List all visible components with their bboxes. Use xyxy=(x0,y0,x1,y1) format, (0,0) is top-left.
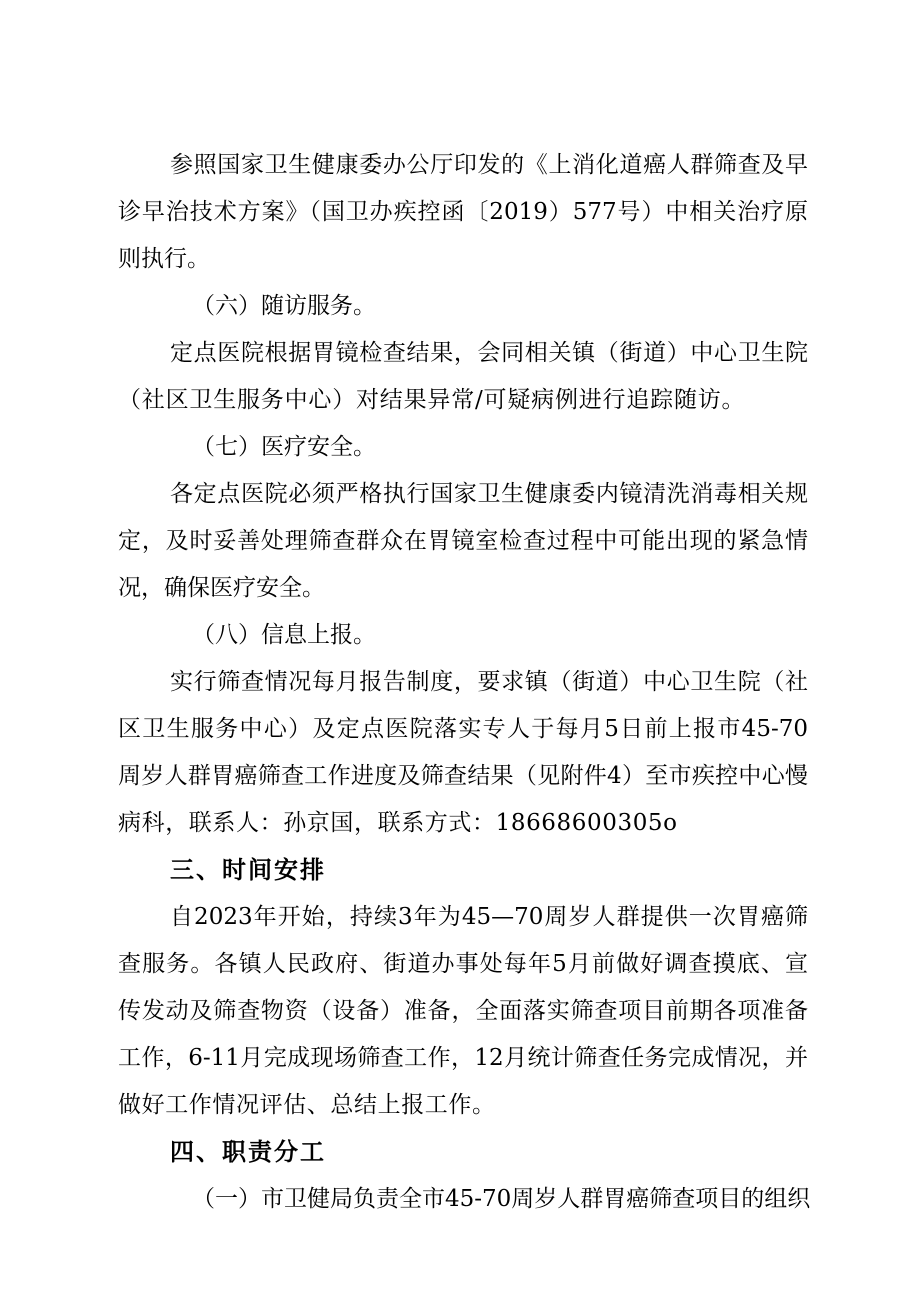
paragraph-line: 则执行。 xyxy=(118,246,210,272)
paragraph-line: 做好工作情况评估、总结上报工作。 xyxy=(118,1092,496,1118)
section-heading: 四、职责分工 xyxy=(170,1138,326,1166)
paragraph-line: 各定点医院必须严格执行国家卫生健康委内镜清洗消毒相关规 xyxy=(170,481,808,507)
paragraph-line: 查服务。各镇人民政府、街道办事处每年5月前做好调查摸底、宣 xyxy=(118,951,808,977)
paragraph-line: 参照国家卫生健康委办公厅印发的《上消化道癌人群筛查及早 xyxy=(170,152,808,178)
paragraph-line: 传发动及筛查物资（设备）准备，全面落实筛查项目前期各项准备 xyxy=(118,998,808,1024)
section-title: （八）信息上报。 xyxy=(192,622,376,648)
section-heading: 三、时间安排 xyxy=(170,856,326,884)
paragraph-line: 定，及时妥善处理筛查群众在胃镜室检查过程中可能出现的紧急情 xyxy=(118,528,808,554)
section-title: （七）医疗安全。 xyxy=(192,434,376,460)
paragraph-line: 工作，6-11月完成现场筛查工作，12月统计筛查任务完成情况，并 xyxy=(118,1045,808,1071)
paragraph-line: 况，确保医疗安全。 xyxy=(118,575,325,601)
paragraph-line: （一）市卫健局负责全市45-70周岁人群胃癌筛查项目的组织 xyxy=(192,1186,811,1212)
section-title: （六）随访服务。 xyxy=(192,293,376,319)
paragraph-line: 自2023年开始，持续3年为45—70周岁人群提供一次胃癌筛 xyxy=(170,904,808,930)
paragraph-line: 实行筛查情况每月报告制度，要求镇（街道）中心卫生院（社 xyxy=(170,669,808,695)
paragraph-line: 病科，联系人：孙京国，联系方式：18668600305o xyxy=(118,810,678,836)
paragraph-line: 诊早治技术方案》（国卫办疾控函〔2019）577号）中相关治疗原 xyxy=(118,199,808,225)
paragraph-line: 区卫生服务中心）及定点医院落实专人于每月5日前上报市45-70 xyxy=(118,716,808,742)
paragraph-line: （社区卫生服务中心）对结果异常/可疑病例进行追踪随访。 xyxy=(118,387,746,413)
paragraph-line: 定点医院根据胃镜检查结果，会同相关镇（街道）中心卫生院 xyxy=(170,340,808,366)
paragraph-line: 周岁人群胃癌筛查工作进度及筛查结果（见附件4）至市疾控中心慢 xyxy=(118,763,808,789)
